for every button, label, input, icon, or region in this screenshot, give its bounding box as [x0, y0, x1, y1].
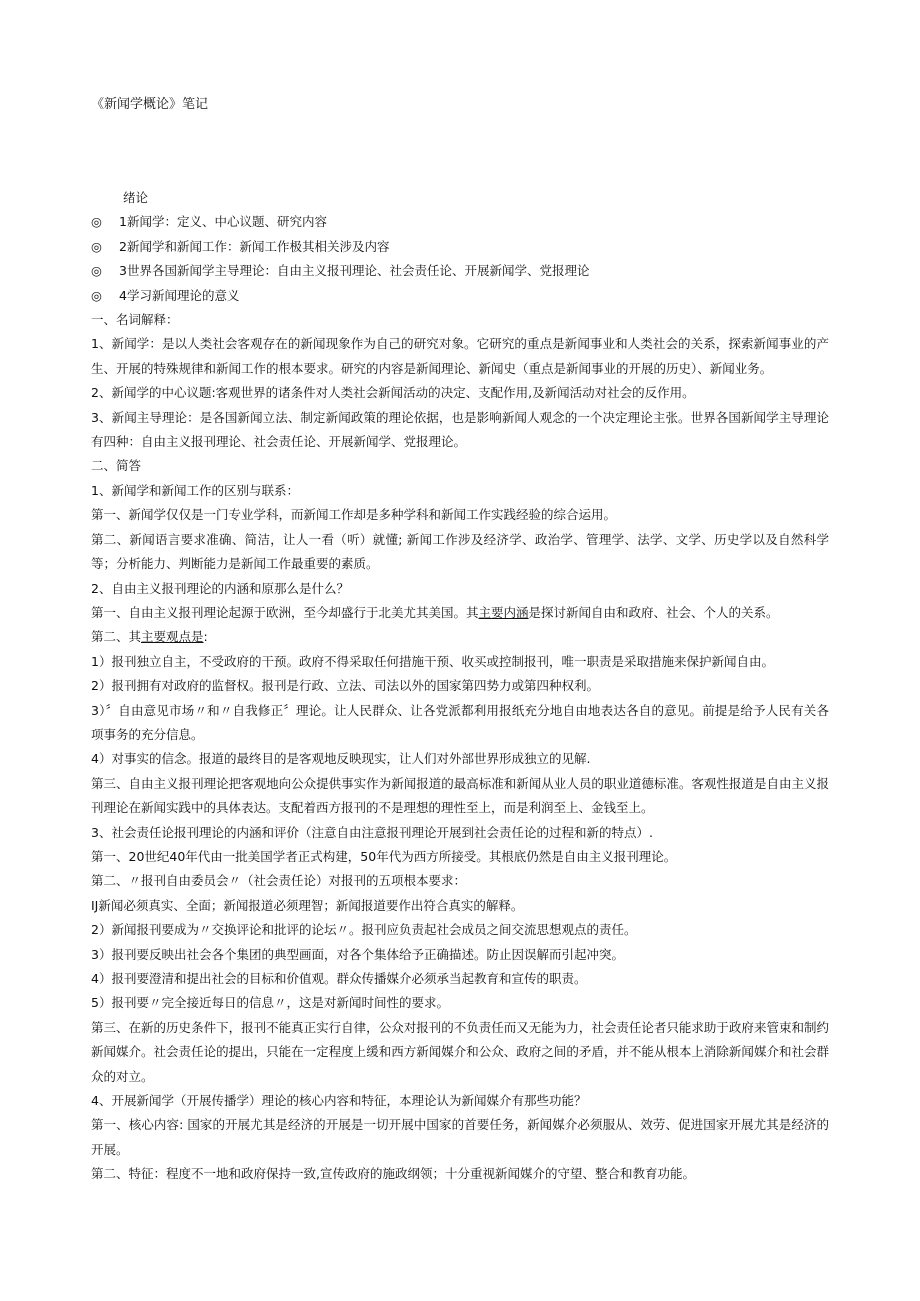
- paragraph: [91, 601, 829, 625]
- list-item: 3）〞自由意见市场〃和〃自我修正〞理论。让人民群众、让各党派都利用报纸充分地自由地表达各自的意见。前提是给予人民有关各项事务的充分信息。: [91, 702, 829, 742]
- outline-item-text: 3世界各国新闻学主导理论：自由主义报刊理论、社会责任论、开展新闻学、党报理论: [119, 263, 590, 279]
- bullet-mark: ◎: [91, 214, 102, 230]
- underlined-text: 主要观点是: [141, 629, 204, 645]
- paragraph: 第一、新闻学仅仅是一门专业学科，而新闻工作却是多种学科和新闻工作实践经验的综合运用。: [91, 507, 617, 523]
- document-title: 《新闻学概论》笔记: [91, 97, 209, 112]
- outline-item-text: 1新闻学：定义、中心议题、研究内容: [119, 214, 327, 230]
- text-run: 第二、其: [91, 629, 142, 645]
- section-heading: 二、简答: [91, 458, 142, 474]
- paragraph: [91, 625, 829, 649]
- outline-item: [91, 210, 829, 234]
- underlined-text: 主要内涵: [478, 604, 529, 620]
- paragraph: 3、新闻主导理论：是各国新闻立法、制定新闻政策的理论依据，也是影响新闻人观念的一个决定理论主张。世界各国新闻学主导理论有四种：自由主义报刊理论、社会责任论、开展新闻学、党报理论。: [91, 409, 829, 450]
- paragraph: 1、新闻学：是以人类社会客观存在的新闻现象作为自己的研究对象。它研究的重点是新闻事业和人类社会的关系，探索新闻事业的产生、开展的特殊规律和新闻工作的根本要求。研究的内容是新闻理论、新闻史（重点是新闻事业的开展的历史）、新闻业务。: [91, 336, 829, 376]
- list-item: 2）报刊拥有对政府的监督权。报刊是行政、立法、司法以外的国家第四势力或第四种权利。: [91, 678, 599, 694]
- paragraph: 第三、在新的历史条件下，报刊不能真正实行自律，公众对报刊的不负责任而又无能为力，社会责任论者只能求助于政府来管束和制约新闻媒介。社会责任论的提出，只能在一定程度上缓和西方新闻媒介和公众、政府之间的矛盾，并不能从根本上消除新闻媒介和社会群众的对立。: [91, 1019, 829, 1084]
- bullet-mark: ◎: [91, 287, 102, 303]
- list-item: 4）报刊要澄清和提出社会的目标和价值观。群众传播媒介必须承当起教育和宣传的职责。: [91, 971, 587, 986]
- paragraph: 第二、新闻语言要求准确、简洁，让人一看（听）就懂; 新闻工作涉及经济学、政治学、管理学、法学、文学、历史学以及自然科学等；分析能力、判断能力是新闻工作最重要的素质。: [91, 531, 829, 572]
- list-item: IJ新闻必须真实、全面；新闻报道必须理智；新闻报道要作出符合真实的解释。: [91, 897, 524, 913]
- text-run: 第一、自由主义报刊理论起源于欧洲，至今却盛行于北美尤其美国。其: [91, 604, 479, 620]
- list-item: 4）对事实的信念。报道的最终目的是客观地反映现实，让人们对外部世界形成独立的见解.: [91, 751, 591, 767]
- outline-item-text: 2新闻学和新闻工作：新闻工作极其相关涉及内容: [119, 238, 390, 254]
- paragraph: 第二、〃报刊自由委员会〃（社会责任论）对报刊的五项根本要求：: [91, 873, 467, 889]
- list-item: 5）报刊要〃完全接近每日的信息〃，这是对新闻时间性的要求。: [91, 995, 449, 1011]
- outline-item: [91, 259, 829, 283]
- bullet-mark: ◎: [91, 263, 102, 279]
- text-run: :: [203, 629, 208, 645]
- paragraph: 第三、自由主义报刊理论把客观地向公众提供事实作为新闻报道的最高标准和新闻从业人员的职业道德标准。客观性报道是自由主义报刊理论在新闻实践中的具体表达。支配着西方报刊的不是理想的理性至上，而是利润至上、金钱至上。: [91, 775, 829, 816]
- question-heading: 1、新闻学和新闻工作的区别与联系：: [91, 482, 299, 498]
- paragraph: 第一、核心内容: 国家的开展尤其是经济的开展是一切开展中国家的首要任务，新闻媒介必须服从、效劳、促进国家开展尤其是经济的开展。: [91, 1117, 829, 1157]
- outline-item: [91, 235, 829, 259]
- paragraph: 第一、20世纪40年代由一批美国学者正式构建，50年代为西方所接受。其根底仍然是自由主义报刊理论。: [91, 848, 677, 864]
- outline-item-text: 4学习新闻理论的意义: [119, 287, 240, 303]
- outline-item: [91, 284, 829, 308]
- intro-heading: 绪论: [123, 190, 149, 205]
- bullet-mark: ◎: [91, 238, 102, 254]
- list-item: 3）报刊要反映出社会各个集团的典型画面，对各个集体给予正确描述。防止因误解而引起冲突。: [91, 946, 624, 962]
- text-run: 是探讨新闻自由和政府、社会、个人的关系。: [528, 604, 779, 620]
- question-heading: 3、社会责任论报刊理论的内涵和评价（注意自由注意报刊理论开展到社会责任论的过程和新的特点）.: [91, 824, 653, 840]
- paragraph: 第二、特征：程度不一地和政府保持一致,宣传政府的施政纲领；十分重视新闻媒介的守望、整合和教育功能。: [91, 1166, 695, 1182]
- list-item: 2）新闻报刊要成为〃交换评论和批评的论坛〃。报刊应负责起社会成员之间交流思想观点的责任。: [91, 922, 637, 938]
- document-body: [91, 186, 829, 1187]
- paragraph: 2、新闻学的中心议题:客观世界的诸条件对人类社会新闻活动的决定、支配作用,及新闻活动对社会的反作用。: [91, 385, 695, 401]
- question-heading: 4、开展新闻学（开展传播学）理论的核心内容和特征，本理论认为新闻媒介有那些功能？: [91, 1093, 587, 1109]
- section-heading: 一、名词解释：: [91, 312, 179, 328]
- list-item: 1）报刊独立自主，不受政府的干预。政府不得采取任何措施干预、收买或控制报刊，唯一职责是采取措施来保护新闻自由。: [91, 653, 774, 669]
- question-heading: 2、自由主义报刊理论的内涵和原那么是什么？: [91, 580, 349, 596]
